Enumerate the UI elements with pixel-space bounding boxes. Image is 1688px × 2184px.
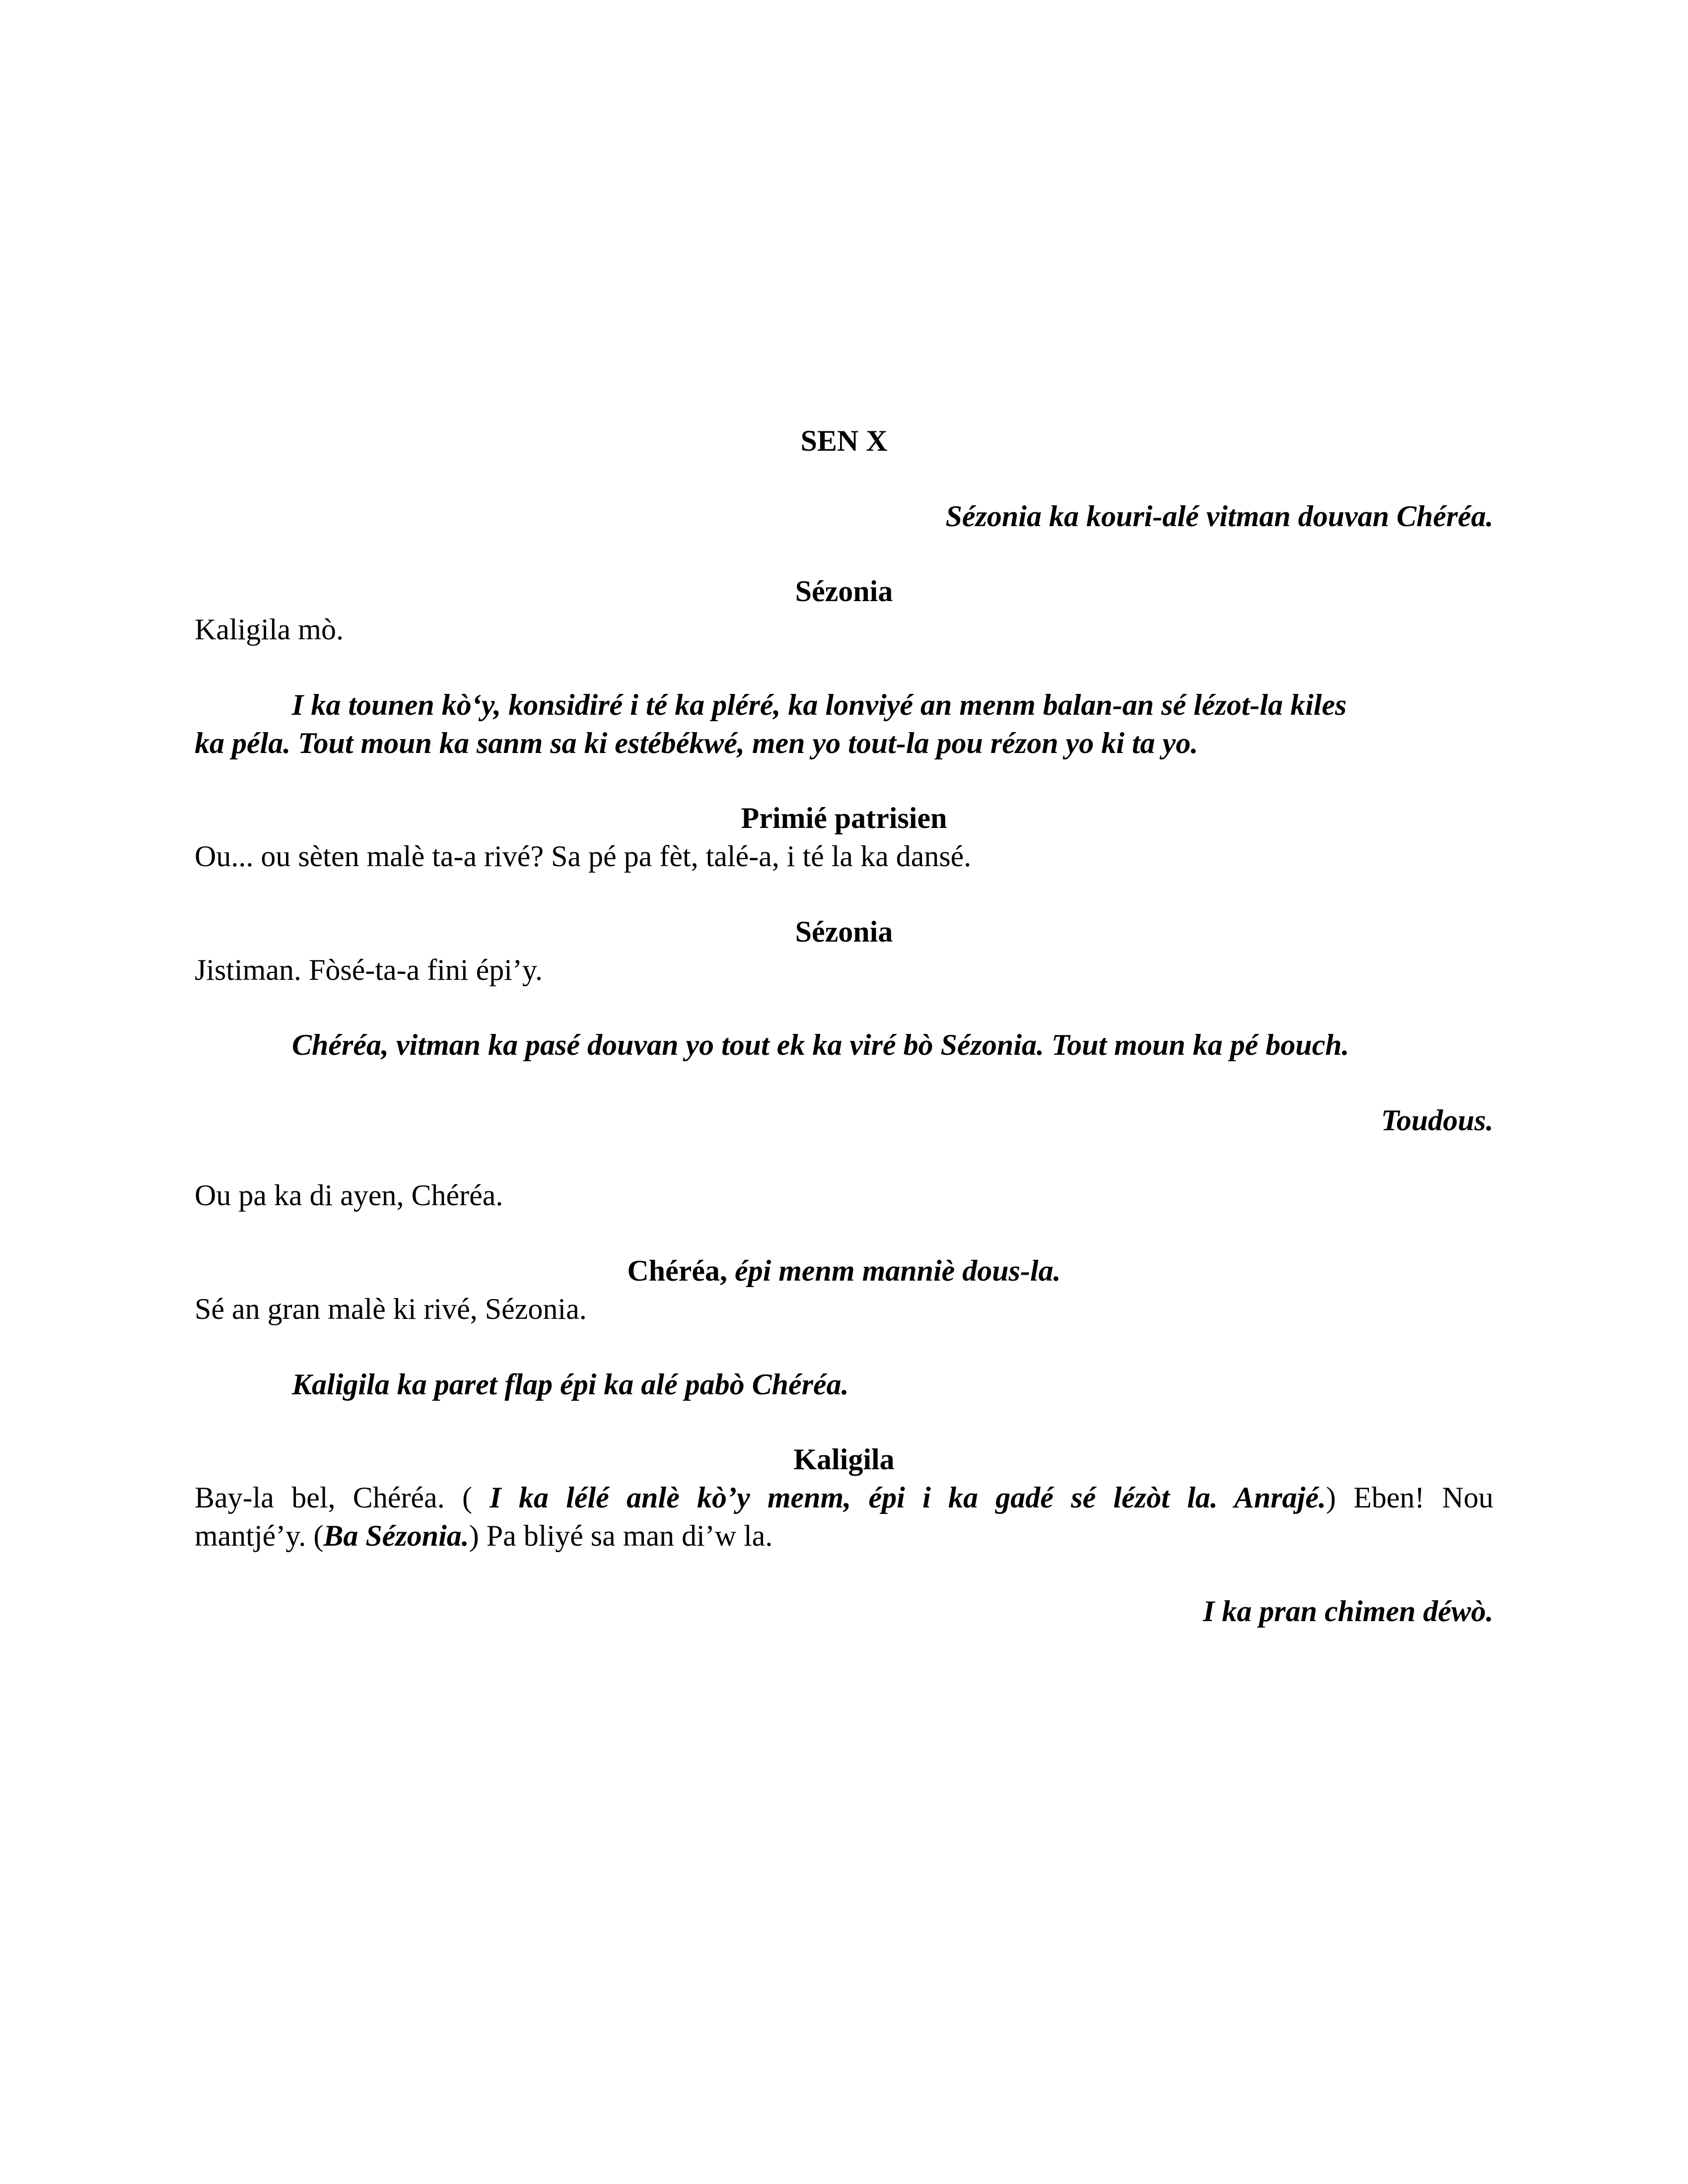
dialogue-9-2-direction: Ba Sézonia. xyxy=(323,1519,469,1552)
dialogue-line-9-2 xyxy=(195,1517,773,1555)
stage-direction-2-line2: ka péla. Tout moun ka sanm sa ki estébékwé, men yo tout-la pou rézon yo ki ta yo. xyxy=(195,727,1198,759)
dialogue-line-3: Ou... ou sèten malè ta-a rivé? Sa pé pa fèt, talé-a, i té la ka dansé. xyxy=(195,840,972,873)
speaker-primie-patrisien: Primié patrisien xyxy=(741,802,947,834)
dialogue-line-7: Sé an gran malè ki rivé, Sézonia. xyxy=(195,1293,587,1325)
speaker-sezonia-2: Sézonia xyxy=(795,915,893,948)
scene-title: SEN X xyxy=(800,424,888,457)
dialogue-9-2-b: ) Pa bliyé sa man di’w la. xyxy=(469,1519,773,1552)
dialogue-line-6: Ou pa ka di ayen, Chéréa. xyxy=(195,1179,503,1212)
dialogue-9-2-a: mantjé’y. ( xyxy=(195,1519,324,1552)
dialogue-9-1-direction: I ka lélé anlè kò’y menm, épi i ka gadé sé lézòt la. Anrajé. xyxy=(472,1481,1326,1514)
dialogue-9-1-b: ) Eben! Nou xyxy=(1326,1481,1493,1514)
dialogue-line-4: Jistiman. Fòsé-ta-a fini épi’y. xyxy=(195,954,543,986)
speaker-kaligila: Kaligila xyxy=(793,1443,895,1476)
stage-direction-opening: Sézonia ka kouri-alé vitman douvan Chéréa. xyxy=(945,500,1493,533)
stage-direction-5: Chéréa, vitman ka pasé douvan yo tout ek ka viré bò Sézonia. Tout moun ka pé bouch. xyxy=(292,1028,1349,1061)
stage-direction-10: I ka pran chimen déwò. xyxy=(1202,1595,1493,1628)
speaker-sezonia-1: Sézonia xyxy=(795,575,893,608)
dialogue-line-1: Kaligila mò. xyxy=(195,613,344,646)
speaker-cherea-direction: épi menm manniè dous-la. xyxy=(734,1254,1061,1287)
stage-direction-8: Kaligila ka paret flap épi ka alé pabò Chéréa. xyxy=(292,1368,849,1401)
speaker-cherea-name: Chéréa, xyxy=(627,1254,727,1287)
dialogue-9-1-a: Bay-la bel, Chéréa. ( xyxy=(195,1481,472,1514)
dialogue-line-9-1 xyxy=(195,1479,1493,1517)
stage-direction-2-line1: I ka tounen kò‘y, konsidiré i té ka pléré, ka lonviyé an menm balan-an sé lézot-la kiles xyxy=(292,688,1347,721)
speaker-cherea xyxy=(195,1252,1493,1290)
stage-direction-6: Toudous. xyxy=(1381,1104,1493,1137)
